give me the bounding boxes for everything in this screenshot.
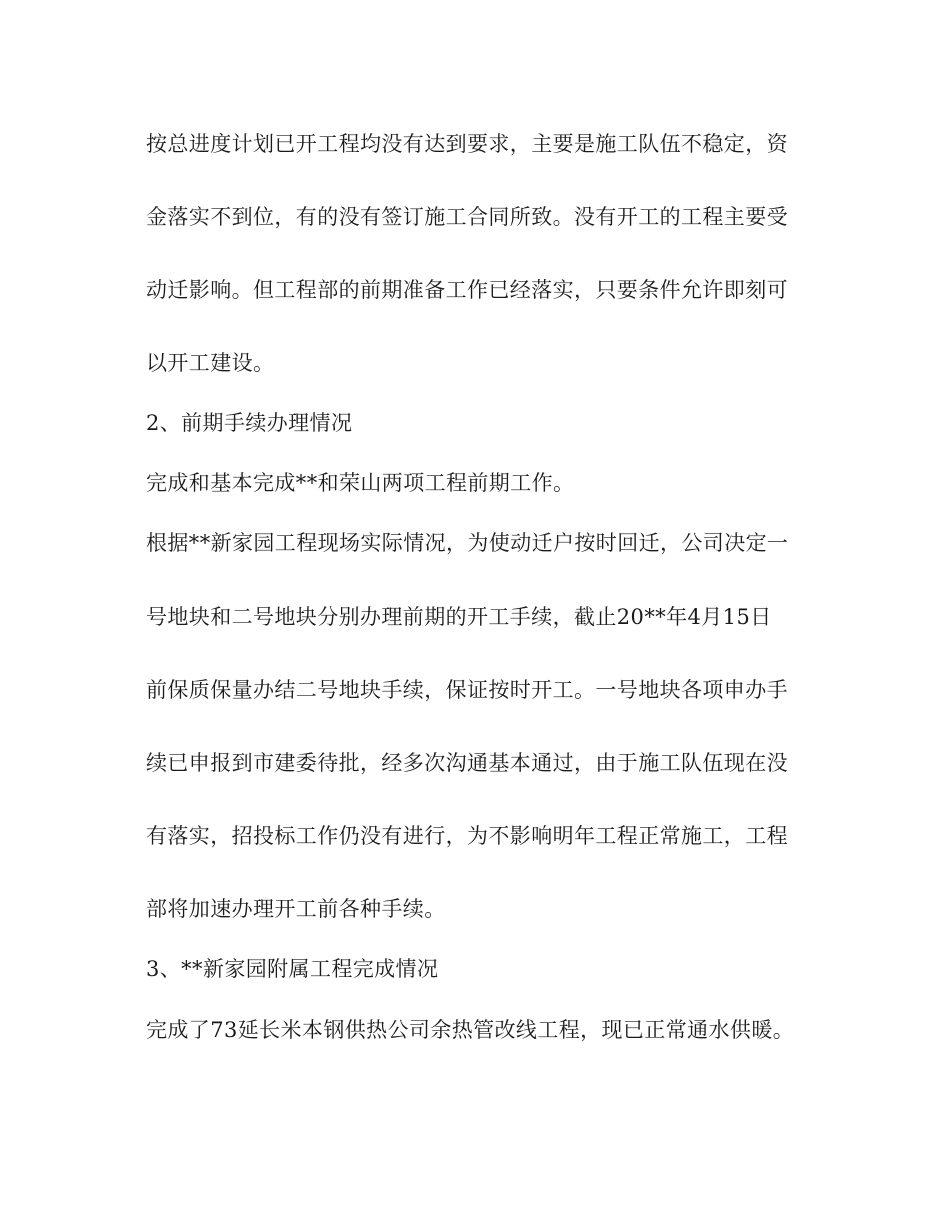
- paragraph-line: 前保质保量办结二号地块手续，保证按时开工。一号地块各项申办手: [146, 678, 788, 702]
- paragraph-line: 有落实，招投标工作仍没有进行，为不影响明年工程正常施工，工程: [146, 824, 788, 848]
- paragraph-line: 根据**新家园工程现场实际情况，为使动迁户按时回迁，公司决定一: [146, 531, 789, 555]
- section-heading: 3、**新家园附属工程完成情况: [146, 957, 439, 981]
- paragraph-line: 动迁影响。但工程部的前期准备工作已经落实，只要条件允许即刻可: [146, 278, 788, 302]
- paragraph-line: 以开工建设。: [146, 351, 275, 375]
- paragraph-line: 完成和基本完成**和荣山两项工程前期工作。: [146, 471, 575, 495]
- paragraph-line: 部将加速办理开工前各种手续。: [146, 897, 446, 921]
- section-heading: 2、前期手续办理情况: [146, 411, 353, 435]
- paragraph-line: 按总进度计划已开工程均没有达到要求，主要是施工队伍不稳定，资: [146, 132, 788, 156]
- paragraph-line: 号地块和二号地块分别办理前期的开工手续，截止20**年4月15日: [146, 605, 772, 629]
- paragraph-line: 完成了73延长米本钢供热公司余热管改线工程，现已正常通水供暖。: [146, 1018, 795, 1042]
- paragraph-line: 续已申报到市建委待批，经多次沟通基本通过，由于施工队伍现在没: [146, 751, 788, 775]
- paragraph-line: 金落实不到位，有的没有签订施工合同所致。没有开工的工程主要受: [146, 205, 788, 229]
